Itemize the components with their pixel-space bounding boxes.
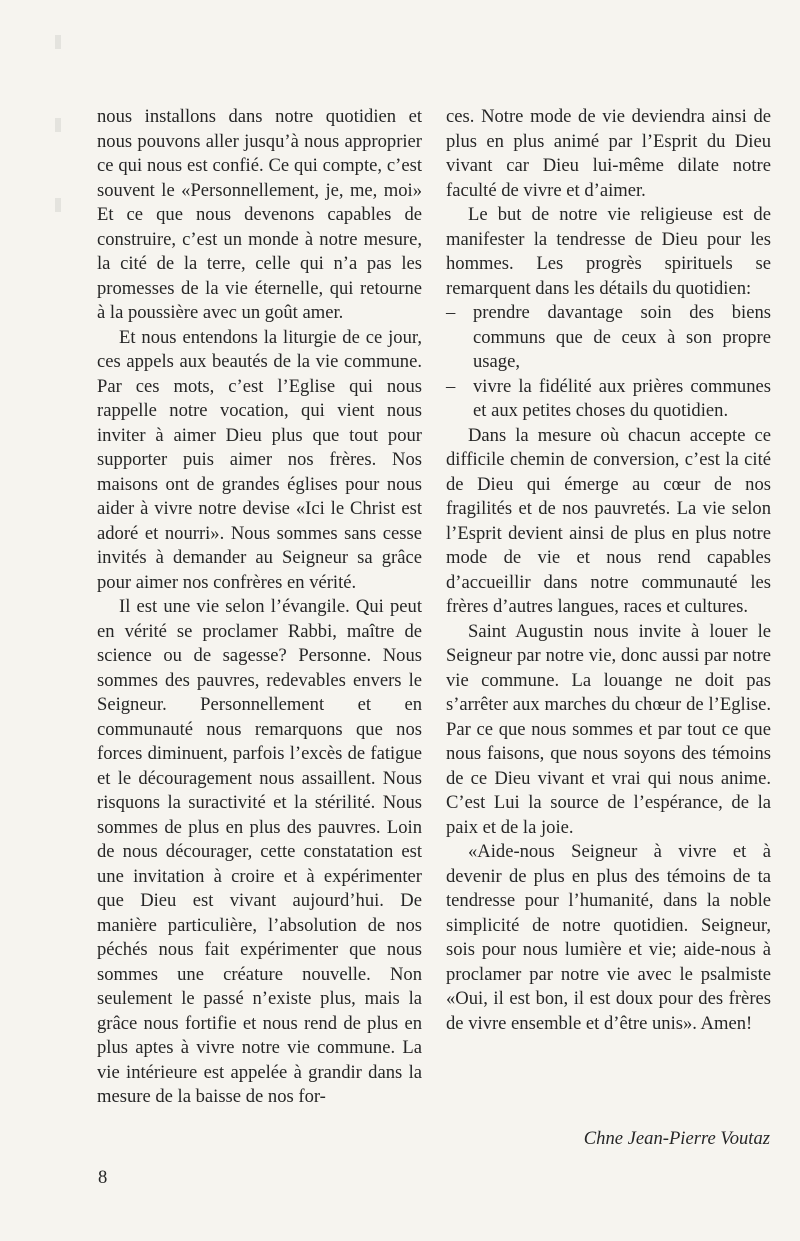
scan-artifact <box>55 198 61 212</box>
paragraph: Et nous entendons la liturgie de ce jour, ces appels aux beautés de la vie commune. Par ces mots, c’est l’Eglise qui nous rappelle notre vocation, qui vient nous inviter à aimer Dieu plus que tout pour supporter puis aimer nos frères. Nos maisons ont de grandes églises pour nous aider à vivre notre devise «Ici le Christ est adoré et nourri». Nous sommes sans cesse invités à demander au Seigneur sa grâce pour aimer nos confrères en vérité. <box>97 326 422 593</box>
list-item: – prendre davantage soin des biens communs que de ceux à son propre usage, <box>446 301 771 375</box>
paragraph: Dans la mesure où chacun accepte ce difficile chemin de conversion, c’est la cité de Dieu qui émerge au cœur de nos fragilités et de nos pauvretés. La vie selon l’Esprit devient ainsi de plus en plus notre mode de vie et nous rend capables d’accueillir dans notre communauté les frères d’autres langues, races et cultures. <box>446 424 771 617</box>
scan-artifact <box>55 35 61 49</box>
paragraph: nous installons dans notre quotidien et nous pouvons aller jusqu’à nous approprier ce qui nous est confié. Ce qui compte, c’est souvent le «Personnellement, je, me, moi» Et ce que nous devenons capables de construire, c’est un monde à notre mesure, la cité de la terre, celle qui n’a pas les promesses de la vie éternelle, qui retourne à la poussière avec un goût amer. <box>97 106 422 323</box>
paragraph: ces. Notre mode de vie deviendra ainsi de plus en plus animé par l’Esprit du Dieu vivant car Dieu lui-même dilate notre faculté de vivre et d’aimer. <box>446 106 771 201</box>
right-column <box>446 105 771 1036</box>
list-item: – vivre la fidélité aux prières communes et aux petites choses du quotidien. <box>446 375 771 424</box>
paragraph: Le but de notre vie religieuse est de manifester la tendresse de Dieu pour les hommes. Les progrès spirituels se remarquent dans les détails du quotidien: <box>446 204 771 299</box>
scan-artifact <box>55 118 61 132</box>
author-signature: Chne Jean-Pierre Voutaz <box>583 1128 770 1149</box>
paragraph: «Aide-nous Seigneur à vivre et à devenir de plus en plus des témoins de ta tendresse pour l’humanité, dans la noble simplicité de notre quotidien. Seigneur, sois pour nous lumière et vie; aide-nous à proclamer par notre vie avec le psalmiste «Oui, il est bon, il est doux pour des frères de vivre ensemble et d’être unis». Amen! <box>446 841 771 1034</box>
page-number: 8 <box>98 1167 108 1188</box>
dash-list <box>446 301 771 424</box>
left-column <box>97 105 422 1110</box>
paragraph: Il est une vie selon l’évangile. Qui peut en vérité se proclamer Rabbi, maître de science ou de sagesse? Personne. Nous sommes des pauvres, redevables envers le Seigneur. Personnellement et en communauté nous remarquons que nos forces diminuent, parfois l’excès de fatigue et le découragement nous assaillent. Nous risquons la suractivité et la stérilité. Nous sommes de plus en plus des pauvres. Loin de nous décourager, cette constatation est une invitation à croire et à expérimenter que Dieu est vivant aujourd’hui. De manière particulière, l’absolution de nos péchés nous fait expérimenter que nous sommes une créature nouvelle. Non seulement le passé n’existe plus, mais la grâce nous fortifie et nous rend de plus en plus aptes à vivre notre vie commune. La vie intérieure est appelée à grandir dans la mesure de la baisse de nos for- <box>97 596 422 1107</box>
paragraph: Saint Augustin nous invite à louer le Seigneur par notre vie, donc aussi par notre vie commune. La louange ne doit pas s’arrêter aux marches du chœur de l’Eglise. Par ce que nous sommes et par tout ce que nous faisons, que nous soyons des témoins de ce Dieu vivant et vrai qui nous anime. C’est Lui la source de l’espérance, de la paix et de la joie. <box>446 620 771 838</box>
